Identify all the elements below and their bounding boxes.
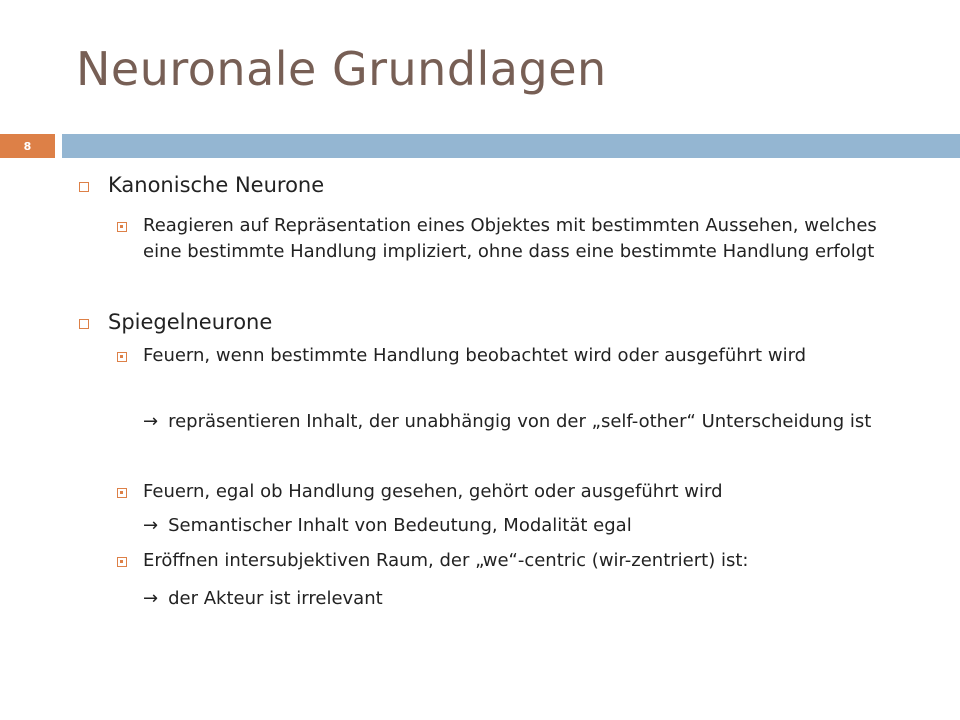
square-bullet-icon bbox=[117, 557, 127, 567]
bullet-text: Feuern, egal ob Handlung gesehen, gehört oder ausgeführt wird bbox=[143, 481, 723, 502]
square-bullet-icon bbox=[117, 488, 127, 498]
arrow-line bbox=[143, 586, 913, 612]
hollow-square-bullet-icon bbox=[79, 182, 89, 192]
arrow-line-text: repräsentieren Inhalt, der unabhängig von der „self-other“ Unterscheidung ist bbox=[168, 411, 872, 432]
bullet-text: Reagieren auf Repräsentation eines Objektes mit bestimmten Aussehen, welches eine bestimmte Handlung impliziert, ohne dass eine bestimmte Handlung erfolgt bbox=[143, 215, 877, 262]
arrow-line-text: der Akteur ist irrelevant bbox=[168, 588, 383, 609]
section-heading-spiegelneurone: Spiegelneurone bbox=[108, 310, 273, 334]
arrow-line bbox=[143, 513, 913, 539]
square-bullet-icon bbox=[117, 222, 127, 232]
bullet-text: Eröffnen intersubjektiven Raum, der „we“-centric (wir-zentriert) ist: bbox=[143, 550, 749, 571]
arrow-line-text: Semantischer Inhalt von Bedeutung, Modalität egal bbox=[168, 515, 632, 536]
arrow-right-icon: → bbox=[143, 588, 159, 609]
arrow-right-icon: → bbox=[143, 411, 159, 432]
arrow-line bbox=[143, 409, 913, 435]
square-bullet-icon bbox=[117, 352, 127, 362]
slide-title: Neuronale Grundlagen bbox=[76, 42, 607, 96]
bullet-text: Feuern, wenn bestimmte Handlung beobachtet wird oder ausgeführt wird bbox=[143, 345, 807, 366]
arrow-right-icon: → bbox=[143, 515, 159, 536]
hollow-square-bullet-icon bbox=[79, 319, 89, 329]
section-heading-kanonische-neurone: Kanonische Neurone bbox=[108, 173, 325, 197]
page-number-badge: 8 bbox=[0, 134, 55, 158]
